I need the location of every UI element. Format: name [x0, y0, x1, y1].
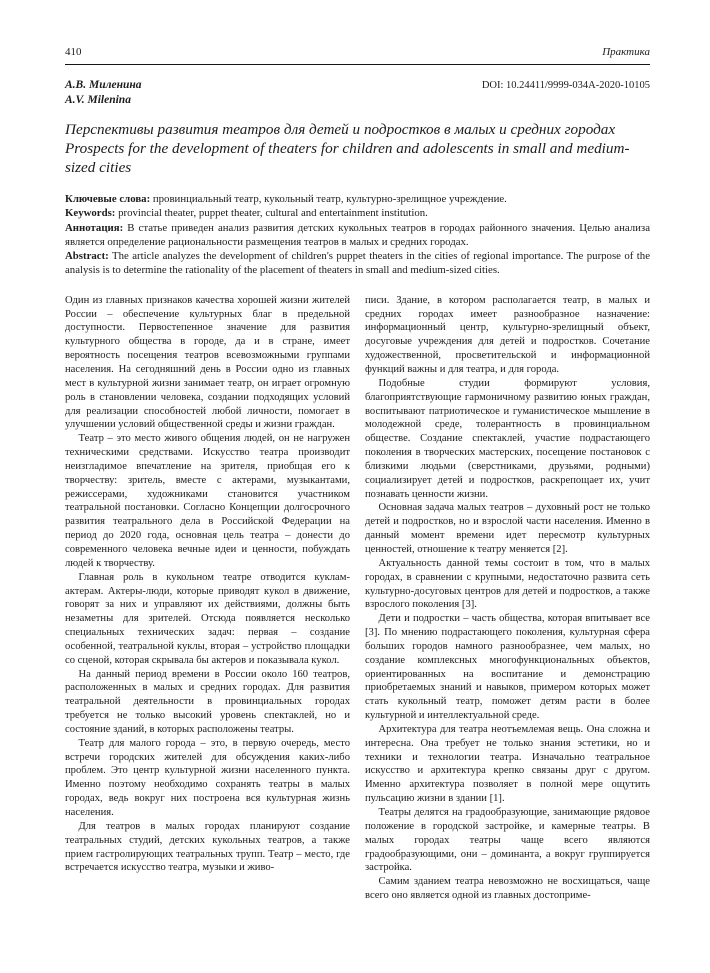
body-paragraph: Основная задача малых театров – духовный рост не только детей и подростков, но и взрослой части населения. Именно в данный момент времени идет пересмотр культурных ценностей, отношение к театру меняется [2].: [365, 502, 650, 555]
keywords-en-text: provincial theater, puppet theater, cultural and entertainment institution.: [115, 207, 428, 220]
keywords-en-line: [65, 206, 650, 220]
abstract-line: [65, 249, 650, 278]
keywords-ru-text: провинциальный театр, кукольный театр, культурно-зрелищное учреждение.: [150, 193, 507, 205]
annotation-line: [65, 221, 650, 250]
article-title-en: Prospects for the development of theaters for children and adolescents in small and medium-sized cities: [65, 140, 630, 176]
abstract-label: Abstract:: [65, 250, 109, 263]
keywords-ru-label: Ключевые слова:: [65, 193, 151, 205]
body-paragraph: Главная роль в кукольном театре отводится куклам-актерам. Актеры-люди, которые приводят кукол в движение, говорят за них и управляют их действиями, должны быть незаметны для зрителей. Отсюда появляется несколько специальных технических задач: первая – создание особенной, театральной куклы, вторая – устройство площадки со сценой, которая скрывала бы актеров и показывала кукол.: [65, 571, 350, 666]
doi: DOI: 10.24411/9999-034A-2020-10105: [481, 80, 650, 91]
annotation-text: В статье приведен анализ развития детских кукольных театров в городах районного значения. Целью анализа является определение рациональности размещения театров в малых и средних городах.: [65, 221, 650, 248]
body-paragraph: Театр для малого города – это, в первую очередь, место встречи городских жителей для обсуждения каких-либо проблем. Это центр культурной жизни населенного пункта. Именно поэтому необходимо сохранять театры в малых городах, ведь вокруг них построена вся культурная жизнь населения.: [65, 737, 350, 818]
author-name-en: A.V. Milenina: [65, 94, 131, 106]
body-paragraph: Театры делятся на градообразующие, занимающие рядовое положение в городской застройке, и камерные театры. В малых городах театры чаще всего являются градообразующими, они – доминанта, а вокруг группируется застройка.: [365, 807, 650, 874]
abstract-text: The article analyzes the development of children's puppet theaters in the cities of regional importance. The purpose of the analysis is to determine the rationality of the placement of theaters in small and medium-sized cities.: [65, 250, 650, 277]
abstract-block: [65, 192, 650, 278]
body-paragraph: Для театров в малых городах планируют создание театральных студий, детских кукольных театров, а также прием гастролирующих театральных трупп. Театр – место, где встречается искусство театра, музыки и живо-: [65, 820, 350, 874]
left-column: [65, 294, 350, 903]
body-paragraph: Архитектура для театра неотъемлемая вещь. Она сложна и интересна. Она требует не только знания эстетики, но и техники и технологии театра. Изначально театральное искусство и архитектура крепко связаны друг с другом. Именно архитектура позволяет в полной мере ощутить пульсацию жизни в здании [1].: [365, 723, 650, 805]
author-name-ru: А.В. Миленина: [65, 79, 142, 91]
body-paragraph: На данный период времени в России около 160 театров, расположенных в малых и средних городах. Для развития театральной деятельности в провинциальных городах требуется не только высокий уровень спектаклей, но и состояние зданий, в которых расположены театры.: [65, 668, 350, 735]
keywords-en-label: Keywords:: [65, 207, 116, 220]
section-label: Практика: [602, 46, 650, 58]
body-columns: [65, 294, 650, 903]
authors-block: [65, 78, 142, 108]
meta-row: [65, 78, 650, 108]
page-number: 410: [65, 46, 82, 58]
annotation-label: Аннотация:: [65, 221, 124, 234]
body-paragraph: писи. Здание, в котором располагается театр, в малых и средних городах имеет разнообразное назначение: информационный центр, культурно-зрелищный объект, досуговые учреждения для детей и подростков. Сочетание художественной, просветительской и информационной функций важны и для театра, и для города.: [365, 294, 650, 375]
right-column: [365, 294, 650, 903]
body-paragraph: Самим зданием театра невозможно не восхищаться, чаще всего оно является одной из главных достоприме-: [365, 876, 650, 902]
article-title-ru: Перспективы развития театров для детей и подростков в малых и средних городах: [65, 121, 616, 138]
body-paragraph: Подобные студии формируют условия, благоприятствующие гармоничному развитию юных граждан, воспитывают патриотическое и гуманистическое мышление в молодежной среде, толерантность в провинциальном обществе. Создание спектаклей, участие подрастающего поколения в творческих мастерских, посещение постановок с близкими людьми (сверстниками, друзьями, родными) социализирует детей и подростков, раскрепощает их, учит познавать ценности жизни.: [365, 377, 650, 500]
body-paragraph: Театр – это место живого общения людей, он не нагружен техническими средствами. Искусство театра производит неизгладимое впечатление на зрителя, приобщая его к творчеству: зритель, вместе с актерами, музыкантами, режиссерами, художниками становится участником театральной постановки. Согласно Концепции долгосрочного развития театрального дела в Российской Федерации на период до 2020 года, основная цель театра – донести до современного человека вечные идеи и ценности, побуждать людей к творчеству.: [65, 433, 350, 569]
body-paragraph: Один из главных признаков качества хорошей жизни жителей России – обеспечение культурных благ в предельной доступности. Первостепенное значение для развития культурного общества в городе, да и в стране, имеет вероятность посещения театров всевозможными группами населения. На сегодняшний день в России одно из главных мест в культурной жизни занимает театр, он играет огромную роль в становлении человека, создании подходящих условий для реализации способностей любой личности, помогает в улучшении условий общественной среды и жизни граждан.: [65, 294, 350, 431]
keywords-ru-line: [65, 192, 650, 206]
body-paragraph: Актуальность данной темы состоит в том, что в малых городах, в сравнении с крупными, недостаточно развита сеть культурно-досуговых центров для детей и подростков, а также взрослого поколения [3].: [365, 557, 650, 611]
body-paragraph: Дети и подростки – часть общества, которая впитывает все [3]. По мнению подрастающего поколения, культурная сфера больших городов намного разнообразнее, чем малых, но создание комплексных многофункциональных объектов, ориентированных на воспитание и демонстрацию приобретаемых знаний и навыков, примером которых может стать кукольный театр, поможет детям расти в более культурной и интеллектуальной среде.: [365, 613, 650, 722]
running-head: [65, 46, 650, 65]
article-title: [65, 120, 650, 177]
